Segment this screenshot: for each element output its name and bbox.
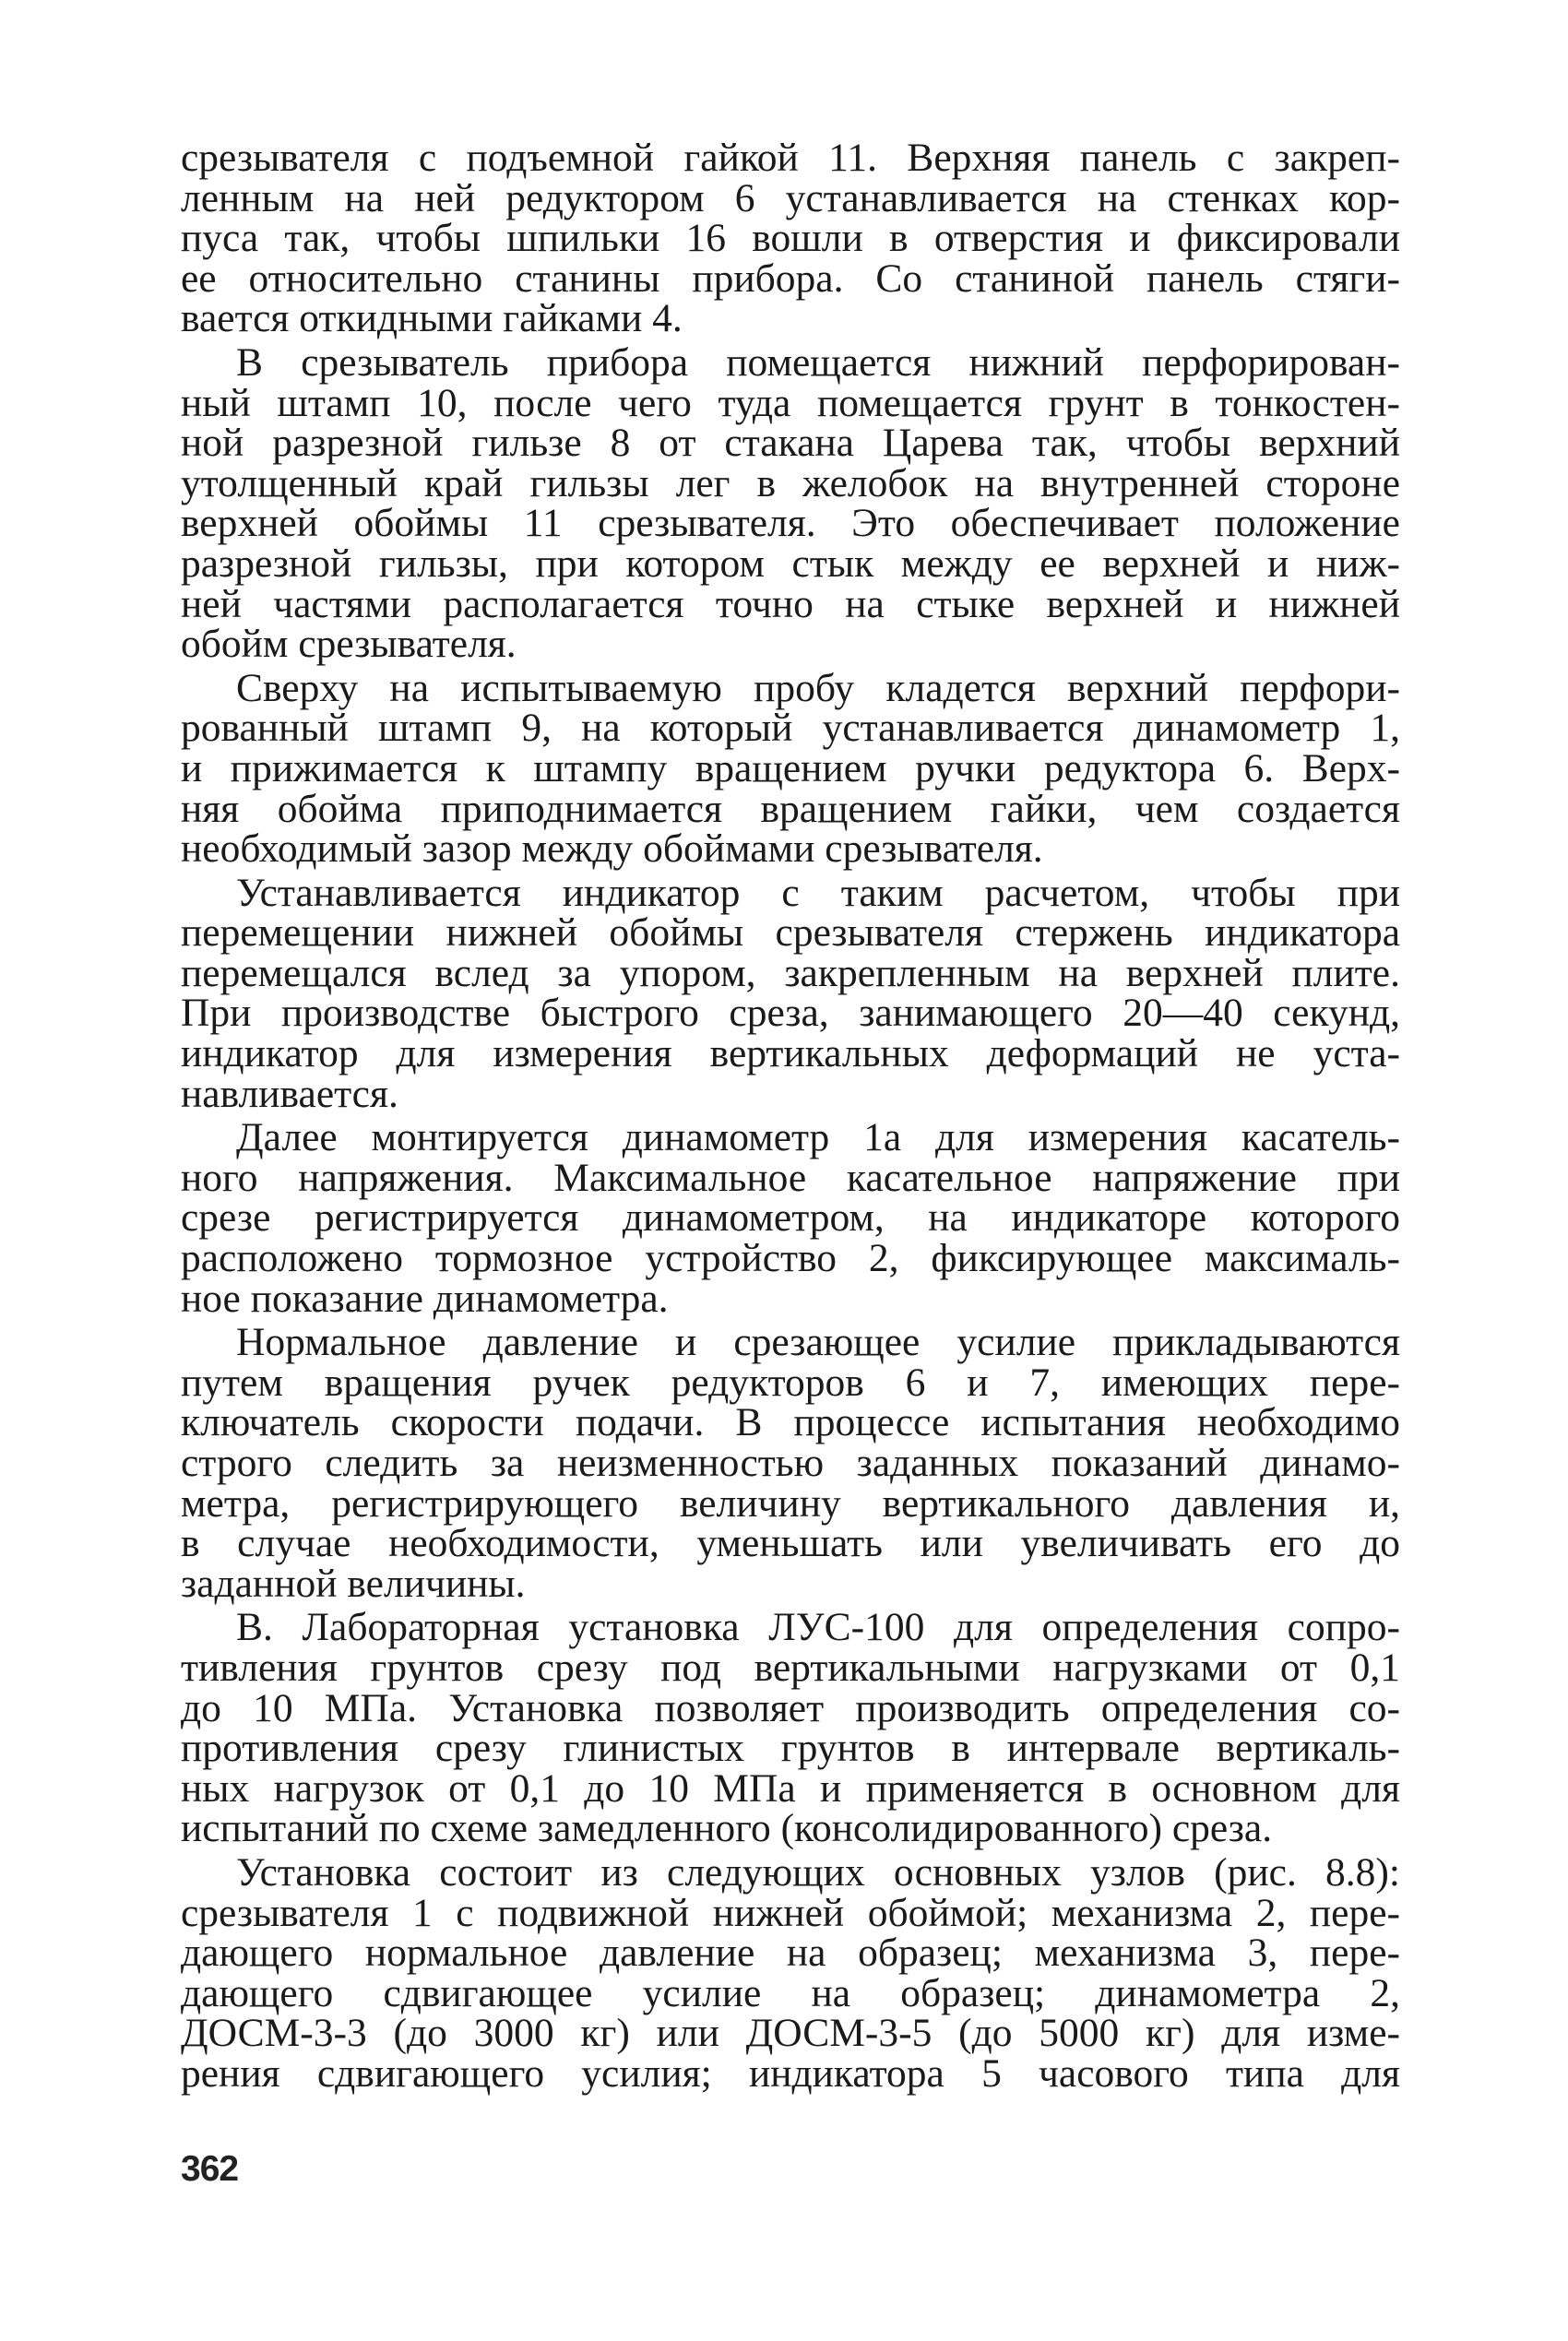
text-line: метра, регистрирующего величину вертикального давления и, [181, 1480, 1400, 1526]
text-line: расположено тормозное устройство 2, фиксирующее максималь- [181, 1236, 1400, 1281]
text-line: В срезыватель прибора помещается нижний перфорирован- [236, 339, 1400, 385]
text-line: строго следить за неизменностью заданных показаний динамо- [181, 1441, 1400, 1485]
text-line: противления срезу глинистых грунтов в интервале вертикаль- [181, 1726, 1400, 1771]
text-line: перемещался вслед за упором, закрепленным на верхней плите. [181, 950, 1400, 995]
text-line: ное показание динамометра. [181, 1276, 669, 1321]
text-line: ленным на ней редуктором 6 устанавливается на стенках кор- [181, 175, 1400, 220]
text-line: срезывателя с подъемной гайкой 11. Верхняя панель с закреп- [181, 136, 1400, 180]
text-line: рованный штамп 9, на который устанавливается динамометр 1, [181, 706, 1400, 751]
text-line: вается откидными гайками 4. [181, 296, 683, 341]
text-line: ных нагрузок от 0,1 до 10 МПа и применяется в основном для [181, 1765, 1400, 1811]
text-line: Устанавливается индикатор с таким расчетом, чтобы при [236, 870, 1400, 915]
text-line: тивления грунтов срезу под вертикальными нагрузками от 0,1 [181, 1645, 1400, 1690]
text-line: ней частями располагается точно на стыке верхней и нижней [181, 581, 1400, 626]
text-line: до 10 МПа. Установка позволяет производить определения со- [181, 1685, 1400, 1730]
text-line: Установка состоит из следующих основных узлов (рис. 8.8): [236, 1849, 1400, 1895]
paragraph-8 [181, 1849, 1400, 2096]
text-line: ключатель скорости подачи. В процессе испытания необходимо [181, 1400, 1400, 1445]
text-line: ДОСМ-3-3 (до 3000 кг) или ДОСМ-3-5 (до 5000 кг) для изме- [181, 2011, 1400, 2056]
text-line: срезывателя 1 с подвижной нижней обоймой; механизма 2, пере- [181, 1890, 1400, 1935]
text-line: необходимый зазор между обоймами срезывателя. [181, 826, 1043, 872]
paragraph-1 [181, 138, 1400, 339]
text-line: и прижимается к штампу вращением ручки редуктора 6. Верх- [181, 745, 1400, 790]
paragraph-4 [181, 870, 1400, 1116]
paragraph-7 [181, 1605, 1400, 1851]
paragraph-6 [181, 1320, 1400, 1606]
text-line: утолщенный край гильзы лег в желобок на внутренней стороне [181, 460, 1400, 505]
text-line: ной разрезной гильзе 8 от стакана Царева так, чтобы верхний [181, 421, 1400, 466]
text-line: индикатор для измерения вертикальных деформаций не уста- [181, 1031, 1400, 1076]
text-line: рения сдвигающего усилия; индикатора 5 часового типа для [181, 2050, 1400, 2096]
body-text [181, 138, 1400, 2098]
paragraph-2 [181, 339, 1400, 667]
text-line: ее относительно станины прибора. Со станиной панель стяги- [181, 255, 1400, 301]
text-line: в случае необходимости, уменьшать или увеличивать его до [181, 1521, 1400, 1566]
text-line: ный штамп 10, после чего туда помещается грунт в тонкостен- [181, 380, 1400, 425]
text-line: обойм срезывателя. [181, 622, 517, 667]
text-line: путем вращения ручек редукторов 6 и 7, имеющих пере- [181, 1360, 1400, 1405]
text-line: Сверху на испытываемую пробу кладется верхний перфори- [236, 665, 1400, 710]
text-line: Далее монтируется динамометр 1а для измерения касатель- [236, 1115, 1400, 1160]
page-number: 362 [181, 2149, 239, 2189]
text-line: Нормальное давление и срезающее усилие прикладываются [236, 1320, 1400, 1365]
text-line: няя обойма приподнимается вращением гайки, чем создается [181, 786, 1400, 831]
text-line: При производстве быстрого среза, занимающего 20—40 секунд, [181, 991, 1400, 1036]
text-line: пуса так, чтобы шпильки 16 вошли в отверстия и фиксировали [181, 216, 1400, 261]
paragraph-5 [181, 1115, 1400, 1321]
text-line: В. Лабораторная установка ЛУС-100 для определения сопро- [236, 1605, 1400, 1650]
text-line: дающего нормальное давление на образец; механизма 3, пере- [181, 1931, 1400, 1976]
text-line: срезе регистрируется динамометром, на индикаторе которого [181, 1195, 1400, 1241]
text-line: заданной величины. [181, 1561, 526, 1606]
text-line: перемещении нижней обоймы срезывателя стержень индикатора [181, 910, 1400, 956]
paragraph-3 [181, 665, 1400, 872]
text-line: дающего сдвигающее усилие на образец; динамометра 2, [181, 1970, 1400, 2015]
text-line: испытаний по схеме замедленного (консолидированного) среза. [181, 1806, 1273, 1851]
text-line: ного напряжения. Максимальное касательное напряжение при [181, 1155, 1400, 1200]
text-line: разрезной гильзы, при котором стык между ее верхней и ниж- [181, 541, 1400, 586]
text-line: навливается. [181, 1071, 398, 1116]
text-line: верхней обоймы 11 срезывателя. Это обеспечивает положение [181, 501, 1400, 546]
